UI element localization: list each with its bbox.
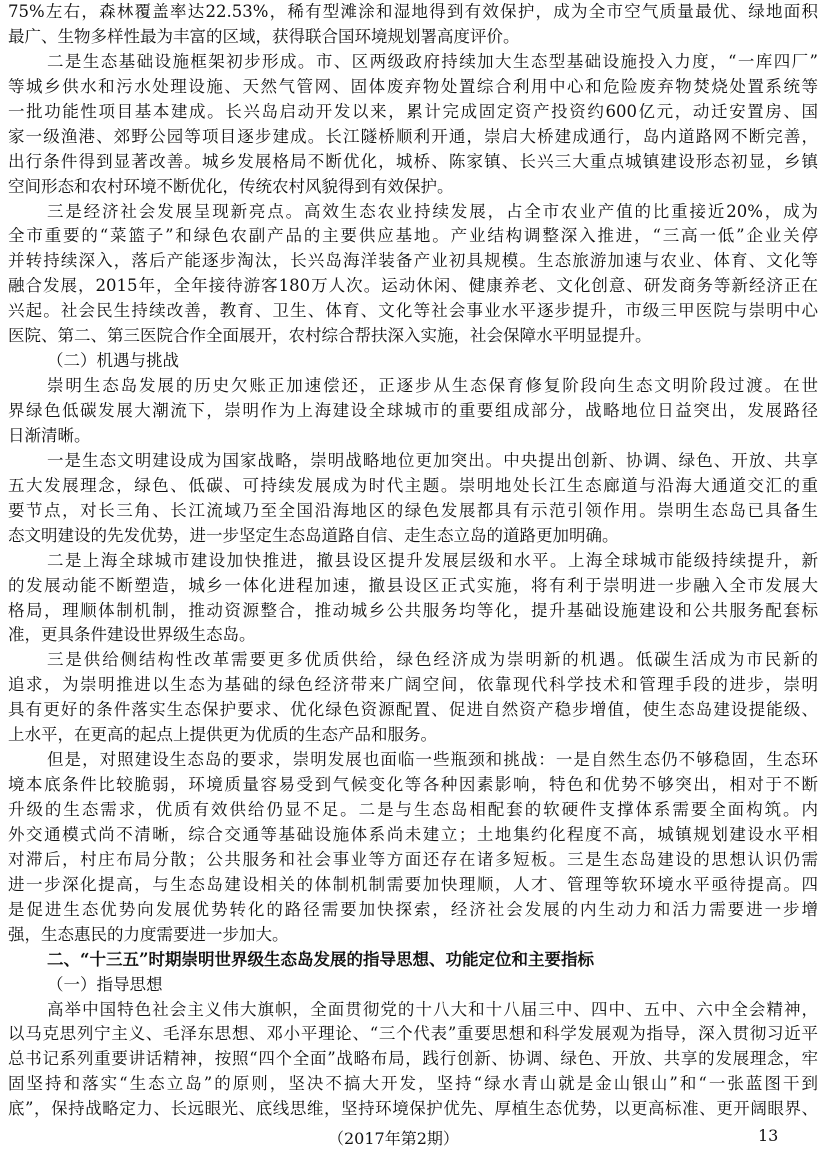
text-line: 界绿色低碳发展大潮流下，崇明作为上海建设全球城市的重要组成部分，战略地位日益突出，发展路径 [8,401,818,420]
text-line: 上水平，在更高的起点上提供更为优质的生态产品和服务。 [8,725,437,745]
paragraph [8,748,818,948]
text-line: 全市重要的“菜篮子”和绿色农副产品的主要供应基地。产业结构调整深入推进，“三高一低”企业关停 [8,226,818,246]
issue-label: （2017年第2期） [328,1129,459,1148]
text-line: 是促进生态优势向发展优势转化的路径需要加快探索，经济社会发展的内生动力和活力需要进一步增 [8,899,818,919]
paragraph [8,549,818,649]
text-line: （一）指导思想 [47,974,163,994]
text-line: 一批功能性项目基本建成。长兴岛启动开发以来，累计完成固定资产投资约600亿元，动迁安置房、国 [8,101,818,121]
text-line: 对滞后，村庄布局分散；公共服务和社会事业等方面还存在诸多短板。三是生态岛建设的思想认识仍需 [8,849,818,869]
page-number: 13 [758,1126,779,1145]
text-line: 融合发展，2015年，全年接待游客180万人次。运动休闲、健康养老、文化创意、研发商务等新经济正在 [8,276,818,296]
text-line: 一是生态文明建设成为国家战略，崇明战略地位更加突出。中央提出创新、协调、绿色、开放、共享 [47,450,818,470]
text-line: 准，更具条件建设世界级生态岛。 [8,625,256,645]
text-line: 医院、第二、第三医院合作全面展开，农村综合帮扶深入实施，社会保障水平明显提升。 [8,326,652,346]
text-line: 并转持续深入，落后产能逐步淘汰，长兴岛海洋装备产业初具规模。生态旅游加速与农业、体育、文化等 [8,251,818,271]
text-line: 境本底条件比较脆弱，环境质量容易受到气候变化等各种因素影响，特色和优势不够突出，相对于不断 [8,775,818,795]
paragraph [8,648,818,748]
paragraph [8,0,818,50]
text-line: 外交通模式尚不清晰，综合交通等基础设施体系尚未建立；土地集约化程度不高，城镇规划建设水平相 [8,824,818,844]
text-line: 最广、生物多样性最为丰富的区域，获得联合国环境规划署高度评价。 [8,26,520,46]
text-line: 日渐清晰。 [8,425,91,445]
text-line: 具有更好的条件落实生态保护要求、优化绿色资源配置、促进自然资产稳步增值，使生态岛建设提能级、 [8,700,818,720]
subsection-heading [8,349,818,374]
text-line: 态文明建设的先发优势，进一步坚定生态岛道路自信、走生态立岛的道路更加明确。 [8,525,619,545]
paragraph [8,50,818,200]
text-line: 总书记系列重要讲话精神，按照“四个全面”战略布局，践行创新、协调、绿色、开放、共享的发展理念，牢 [8,1049,818,1069]
text-line: 但是，对照建设生态岛的要求，崇明发展也面临一些瓶颈和挑战：一是自然生态仍不够稳固，生态环 [47,750,818,770]
text-line: 强，生态惠民的力度需要进一步加大。 [8,924,289,944]
text-line: 崇明生态岛发展的历史欠账正加速偿还，正逐步从生态保育修复阶段向生态文明阶段过渡。在世 [47,376,818,396]
text-line: 75%左右，森林覆盖率达22.53%，稀有型滩涂和湿地得到有效保护，成为全市空气质量最优、绿地面积 [8,2,818,21]
text-line: 的发展动能不断塑造，城乡一体化进程加速，撤县设区正式实施，将有利于崇明进一步融入全市发展大 [8,575,818,595]
text-line: 进一步深化提高，与生态岛建设相关的体制机制需要加快理顺，人才、管理等软环境水平亟待提高。四 [8,874,818,894]
text-line: 空间形态和农村环境不断优化，传统农村风貌得到有效保护。 [8,176,454,196]
text-line: 升级的生态需求，优质有效供给仍显不足。二是与生态岛相配套的软硬件支撑体系需要全面构筑。内 [8,800,818,819]
subsection-heading [8,973,818,998]
text-line: 高举中国特色社会主义伟大旗帜，全面贯彻党的十八大和十八届三中、四中、五中、六中全会精神， [47,999,818,1019]
paragraph [8,449,818,549]
paragraph [8,374,818,449]
text-line: 家一级渔港、郊野公园等项目逐步建成。长江隧桥顺利开通，崇启大桥建成通行，岛内道路网不断完善， [8,126,818,146]
page-footer [0,1126,827,1150]
text-line: 格局，理顺体制机制，推动资源整合，推动城乡公共服务均等化，提升基础设施建设和公共服务配套标 [8,600,818,620]
text-line: 二是上海全球城市建设加快推进，撤县设区提升发展层级和水平。上海全球城市能级持续提升，新 [47,550,818,570]
text-line: 追求，为崇明推进以生态为基础的绿色经济带来广阔空间，依靠现代科学技术和管理手段的进步，崇明 [8,675,818,695]
text-line: 底”，保持战略定力、长远眼光、底线思维，坚持环境保护优先、厚植生态优势，以更高标准、更开阔眼界、 [8,1099,818,1119]
text-line: （二）机遇与挑战 [47,351,179,371]
text-line: 二是生态基础设施框架初步形成。市、区两级政府持续加大生态型基础设施投入力度，“一库四厂” [47,51,818,71]
text-line: 兴起。社会民生持续改善，教育、卫生、体育、文化等社会事业水平逐步提升，市级三甲医院与崇明中心 [8,301,818,321]
section-heading [8,948,818,973]
paragraph [8,998,818,1123]
text-line: 二、“十三五”时期崇明世界级生态岛发展的指导思想、功能定位和主要指标 [47,949,594,969]
text-line: 要节点，对长三角、长江流域乃至全国沿海地区的绿色发展都具有示范引领作用。崇明生态岛已具备生 [8,500,818,520]
document-body [8,0,818,1122]
text-line: 三是经济社会发展呈现新亮点。高效生态农业持续发展，占全市农业产值的比重接近20%，成为 [47,201,818,221]
text-line: 出行条件得到显著改善。城乡发展格局不断优化，城桥、陈家镇、长兴三大重点城镇建设形态初显，乡镇 [8,151,818,171]
paragraph [8,200,818,350]
text-line: 以马克思列宁主义、毛泽东思想、邓小平理论、“三个代表”重要思想和科学发展观为指导，深入贯彻习近平 [8,1024,818,1044]
text-line: 固坚持和落实“生态立岛”的原则，坚决不搞大开发，坚持“绿水青山就是金山银山”和“一张蓝图干到 [8,1074,818,1094]
text-line: 三是供给侧结构性改革需要更多优质供给，绿色经济成为崇明新的机遇。低碳生活成为市民新的 [47,650,818,670]
text-line: 五大发展理念，绿色、低碳、可持续发展成为时代主题。崇明地处长江生态廊道与沿海大通道交汇的重 [8,475,818,495]
text-line: 等城乡供水和污水处理设施、天然气管网、固体废弃物处置综合利用中心和危险废弃物焚烧处置系统等 [8,76,818,96]
